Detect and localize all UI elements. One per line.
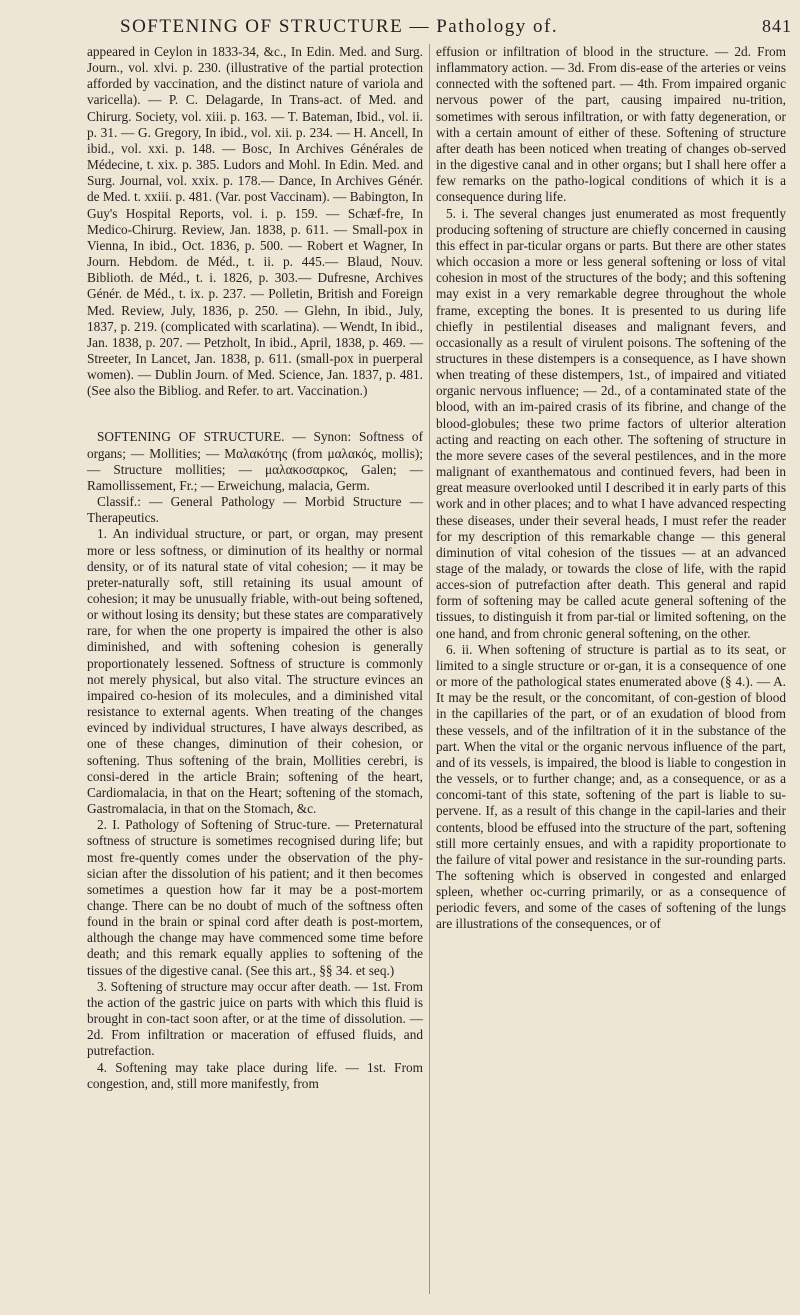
left-column	[87, 44, 423, 1092]
page-number: 841	[762, 16, 792, 36]
paragraph-4: 4. Softening may take place during life. — 1st. From congestion, and, still more manifestly, from	[87, 1059, 423, 1091]
running-title: SOFTENING OF STRUCTURE — Pathology of.	[120, 16, 559, 37]
right-column	[436, 44, 786, 933]
paragraph-2: 2. I. Pathology of Softening of Struc-ture. — Preternatural softness of structure is sometimes recognised during life; but most fre-quently comes under the observation of the phy-sician after the dissolution of his patient; and it then becomes sometimes a question how far it may be a post-mortem change. There can be no doubt of much of the softness often found in the brain or spinal cord after death is post-mortem, although the change may have commenced some time before death; and this remark equally applies to softening of the tissues of the digestive canal. (See this art., §§ 34. et seq.)	[87, 817, 423, 978]
column-divider	[429, 44, 430, 1294]
paragraph-3: 3. Softening of structure may occur after death. — 1st. From the action of the gastric juice on parts with which this fluid is brought in con-tact soon after, or at the time of dissolution. — 2d. From infiltration or maceration of effused fluids, and putrefaction.	[87, 978, 423, 1059]
classification: Classif.: — General Pathology — Morbid Structure — Therapeutics.	[87, 494, 423, 526]
paragraph-6: 6. ii. When softening of structure is partial as to its seat, or limited to a single structure or or-gan, it is a consequence of one or more of the pathological states enumerated above (§ 4.). — A. It may be the result, or the concomitant, of con-gestion of blood in the capillaries of the part, or of an exudation of blood from these vessels, and of the infiltration of it in the substance of the part. When the vital or the organic nervous influence of the part, and of its vessels, is impaired, the blood is liable to congestion in the vessels, or to further change; and, as a consequence, or as a concomi-tant of this state, softening of the part is liable to su-pervene. If, as a result of this change in the capil-laries and their contents, blood be effused into the structure of the part, softening still more certainly ensues, and with a rapidity proportionate to the failure of vital power and resistance in the sur-rounding parts. The softening which is observed in congested and enlarged spleen, whether oc-curring primarily, or as a consequence of periodic fevers, and some of the cases of softening of the lungs are illustrations of the consequences, or of	[436, 641, 786, 932]
bibliography-continuation: appeared in Ceylon in 1833-34, &c., In Edin. Med. and Surg. Journ., vol. xlvi. p. 230. (illustrative of the partial protection afforded by vaccination, and the distinct nature of variola and varicella). — P. C. Delagarde, In Trans-act. of Med. and Chirurg. Society, vol. xiii. p. 163. — T. Bateman, Ibid., vol. ii. p. 31. — G. Gregory, In ibid., vol. xii. p. 234. — H. Ancell, In ibid., vol. xxi. p. 148. — Bosc, In Archives Générales de Médecine, t. xix. p. 385. Ludors and Mohl. In Edin. Med. and Surg. Journal, vol. xxix. p. 178.— Dance, In Archives Génér. de Med. t. xxiii. p. 481. (Var. post Vaccinam). — Babington, In Guy's Hospital Reports, vol. i. p. 159. — Schæf-fre, In Medico-Chirurg. Review, Jan. 1838, p. 611. — Small-pox in Vienna, In ibid., Oct. 1836, p. 500. — Robert et Wagner, In Journ. Hebdom. de Méd., t. ii. p. 445.— Blaud, Nouv. Biblioth. de Méd., t. i. 1826, p. 303.— Dufresne, Archives Génér. de Méd., t. ix. p. 237. — Polletin, British and Foreign Med. Review, July, 1836, p. 250. — Glehn, In ibid., July, 1837, p. 219. (complicated with scarlatina). — Wendt, In ibid., Jan. 1838, p. 207. — Petzholt, In ibid., April, 1838, p. 469. — Streeter, In Lancet, Jan. 1838, p. 611. (small-pox in puerperal women). — Dublin Journ. of Med. Science, Jan. 1837, p. 481. (See also the Bibliog. and Refer. to art. Vaccination.)	[87, 44, 423, 399]
running-header	[0, 14, 800, 40]
paragraph-5: 5. i. The several changes just enumerated as most frequently producing softening of structure are chiefly concerned in causing this effect in par-ticular organs or parts. But there are other states which occasion a more or less general softening or loss of vital cohesion in most of the structures of the body; and this softening may exist in a very remarkable degree throughout the whole frame, excepting the bones. It is presented to us during life chiefly in pestilential diseases and malignant fevers, and occasionally as a result of virulent poisons. The softening of the structures in these distempers is a consequence, as I have shown when treating of these distempers, 1st., of impaired and vitiated organic nervous influence; — 2d., of a contaminated state of the blood, with an im-paired crasis of its fibrine, and change of the blood-globules; these two prime factors of ulterior alteration acting and reacting on each other. The softening of structure in the more severe cases of the several pestilences, and in the more malignant of exanthematous and continued fevers, had been in great measure overlooked until I described it in early parts of this work and in other places; and to what I have advanced respecting these diseases, under their several heads, I must refer the reader for my description of this remarkable change — this general diminution of vital cohesion of the tissues — at an advanced stage of the malady, or towards the close of life, with the rapid acces-sion of putrefaction after death. This general and rapid form of softening may be called acute general softening of the tissues, to distinguish it from par-tial or limited softening, on the one hand, and from chronic general softening, on the other.	[436, 205, 786, 641]
paragraph-4-continuation: effusion or infiltration of blood in the structure. — 2d. From inflammatory action. — 3d. From dis-ease of the arteries or veins connected with the softened part. — 4th. From impaired organic nervous power of the part, causing impaired nu-trition, sometimes with serous infiltration, or with fatty degeneration, or with a certain amount of either of these. Softening of structure after death has been noticed when treating of changes ob-served in the digestive canal and in other organs; but I shall here offer a few remarks on the patho-logical conditions of which it is a consequence during life.	[436, 44, 786, 205]
entry-heading-synonyms: SOFTENING OF STRUCTURE. — Synon: Softness of organs; — Mollities; — Μαλακότης (from μαλακός, mollis); — Structure mollities; — μαλακοσαρκος, Galen; — Ramollissement, Fr.; — Erweichung, malacia, Germ.	[87, 429, 423, 493]
paragraph-1: 1. An individual structure, or part, or organ, may present more or less softness, or diminution of its healthy or normal density, or of its natural state of vital cohesion; — it may be preter-naturally soft, still retaining its usual amount of cohesion; it may be unusually friable, with-out being softened, or without losing its density; but these states are comparatively rare, for when the one property is impaired the other is also diminished, and with softening cohesion is generally proportionately lessened. Softness of structure is commonly not merely physical, but also vital. The structure evinces an impaired co-hesion of its molecules, and a diminished vital resistance to external agents. When treating of the changes evinced by individual structures, I have always described, as one of these changes, diminution of their cohesion, or softening. Thus softening of the brain, Mollities cerebri, is consi-dered in the article Brain; softening of the heart, Cardiomalacia, in that on the Heart; softening of the stomach, Gastromalacia, in that on the Stomach, &c.	[87, 526, 423, 817]
